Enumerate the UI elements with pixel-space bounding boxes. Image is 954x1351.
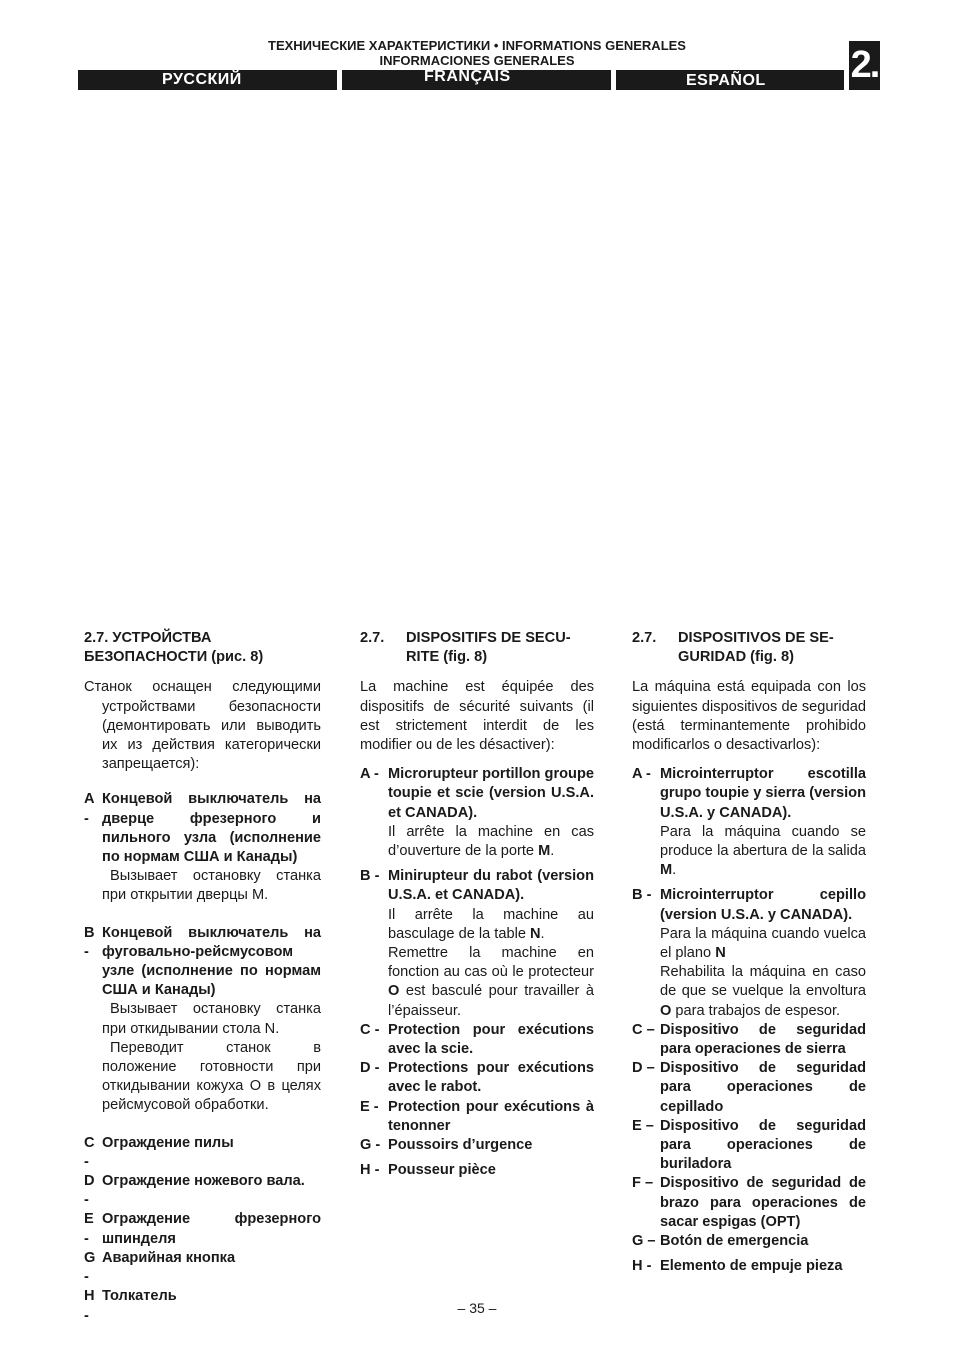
item-title: Microinterruptor cepillo (version U.S.A. y CANADA). (660, 887, 866, 923)
item-key: D - (360, 1060, 380, 1077)
item-title: Аварийная кнопка (102, 1249, 236, 1266)
item-key: B - (632, 887, 652, 904)
list-item-d (360, 1059, 594, 1097)
item-title: Ограждение ножевого вала. (102, 1173, 305, 1190)
item-title: Ограждение фрезерного шпинделя (102, 1211, 321, 1247)
item-description: Rehabilita la máquina en caso de que se vuelque la envoltura O para trabajos de espesor. (660, 964, 866, 1019)
lang-bar-russian (78, 70, 337, 90)
item-key: B - (360, 868, 380, 885)
item-title: Dispositivo de seguridad para operaciones de buriladora (660, 1117, 866, 1173)
item-title: Pousseur pièce (388, 1162, 496, 1179)
ref-letter: N (530, 925, 541, 942)
section-title: DISPOSITIVOS DE SE-GURIDAD (fig. 8) (678, 630, 834, 666)
ref-letter: O (388, 983, 400, 1000)
item-key: C - (84, 1134, 95, 1170)
list-item-c (632, 1021, 866, 1059)
column-russian (84, 629, 321, 1326)
item-key: A - (632, 766, 651, 783)
list-item-c (360, 1021, 594, 1059)
ref-letter: M (538, 843, 551, 860)
item-title: Толкатель (102, 1288, 177, 1305)
list-item-h (360, 1161, 594, 1180)
page-number: – 35 – (457, 1300, 497, 1316)
lang-label-spanish: ESPAÑOL (686, 72, 766, 89)
list-item-g (632, 1232, 866, 1251)
section-title: DISPOSITIFS DE SECU-RITE (fig. 8) (406, 630, 571, 666)
item-description: Remettre la machine en fonction au cas où le protecteur O est basculé pour travailler à l’épaisseur. (388, 945, 594, 1019)
list-item-e (632, 1117, 866, 1175)
list-item-b (360, 867, 594, 1021)
item-title: Концевой выключатель на дверце фрезерного и пильного узла (исполнение по нормам США и Канады) (102, 791, 321, 866)
item-title: Dispositivo de seguridad para operaciones de sierra (660, 1021, 866, 1058)
item-description: Para la máquina cuando se produce la abertura de la salida M. (660, 823, 866, 879)
item-key: C - (360, 1021, 380, 1038)
lang-label-french: FRANÇAIS (424, 68, 511, 85)
item-title: Protection pour exécutions avec la scie. (388, 1021, 594, 1058)
item-title: Elemento de empuje pieza (660, 1258, 843, 1275)
item-description: Para la máquina cuando vuelca el plano N (660, 925, 866, 962)
item-description: Il arrête la machine en cas d’ouverture de la porte M. (388, 823, 594, 860)
item-key: C – (632, 1021, 655, 1038)
column-french (360, 629, 594, 1180)
list-item-g (84, 1249, 321, 1287)
section-number: 2.7. (632, 630, 657, 646)
list-item-h (632, 1257, 866, 1276)
item-title: Ограждение пилы (102, 1134, 234, 1151)
item-title: Microinterruptor escotilla grupo toupie y sierra (version U.S.A. y CANADA). (660, 766, 866, 821)
item-description: Вызывает остановку станка при открытии дверцы М. (102, 868, 321, 904)
section-heading (84, 629, 321, 667)
item-title: Botón de emergencia (660, 1233, 809, 1250)
list-item-a (84, 790, 321, 905)
item-key: D – (632, 1060, 655, 1077)
item-title: Poussoirs d’urgence (388, 1137, 533, 1154)
list-item-b (84, 924, 321, 1116)
section-heading-line2: БЕЗОПАСНОСТИ (рис. 8) (84, 649, 264, 666)
lang-bar-french (342, 70, 611, 90)
item-title: Minirupteur du rabot (version U.S.A. et CANADA). (388, 868, 594, 904)
section-heading-line1: 2.7. УСТРОЙСТВА (84, 630, 212, 646)
item-key: E - (360, 1098, 379, 1115)
item-title: Концевой выключатель на фуговально-рейсмусовом узле (исполнение по нормам США и Канады) (102, 924, 321, 999)
list-item-g (360, 1136, 594, 1155)
item-description: Вызывает остановку станка при откидывании стола N. (102, 1001, 321, 1037)
ref-letter: N (715, 945, 726, 962)
item-title: Protections pour exécutions avec le rabot. (388, 1060, 594, 1096)
intro-paragraph: Станок оснащен следующими устройствами безопасности (демонтировать или выводить их из действия категорически запрещается): (84, 679, 321, 773)
list-item-b (632, 886, 866, 1020)
list-item-e (84, 1210, 321, 1248)
item-key: F – (632, 1175, 654, 1192)
intro-paragraph: La máquina está equipada con los siguientes dispositivos de seguridad (está terminantemente prohibido modificarlos o desactivarlos): (632, 679, 866, 754)
item-key: A - (84, 791, 94, 827)
item-key: H - (360, 1162, 380, 1179)
item-description: Переводит станок в положение готовности при откидывании кожуха O в целях рейсмусовой обработки. (102, 1039, 321, 1114)
intro-paragraph: La machine est équipée des dispositifs de sécurité suivants (il est strictement interdit de les modifier ou de les désactiver): (360, 679, 594, 754)
section-heading (360, 629, 594, 667)
item-key: B - (84, 924, 95, 960)
ref-letter: M (660, 862, 673, 879)
item-key: E – (632, 1117, 654, 1134)
item-description: Il arrête la machine au basculage de la table N. (388, 906, 594, 942)
item-key: G - (84, 1249, 96, 1286)
chapter-marker: 2. (849, 41, 880, 90)
header-title-line2: INFORMACIONES GENERALES (379, 53, 575, 68)
section-number: 2.7. (360, 630, 385, 646)
list-item-f (632, 1174, 866, 1232)
list-item-d (84, 1172, 321, 1210)
list-item-c (84, 1134, 321, 1172)
column-spanish (632, 629, 866, 1277)
item-title: Protection pour exécutions à tenonner (388, 1098, 594, 1134)
list-item-e (360, 1098, 594, 1136)
lang-bar-spanish (616, 70, 844, 90)
lang-label-russian: РУССКИЙ (162, 71, 242, 88)
item-title: Dispositivo de seguridad para operaciones de cepillado (660, 1060, 866, 1115)
item-key: A - (360, 766, 379, 783)
item-key: H - (632, 1258, 652, 1275)
item-key: E - (84, 1211, 94, 1247)
header-title-line1: ТЕХНИЧЕСКИЕ ХАРАКТЕРИСТИКИ • INFORMATIONS GENERALES (268, 38, 686, 53)
item-title: Microrupteur portillon groupe toupie et scie (version U.S.A. et CANADA). (388, 766, 594, 821)
list-item-a (632, 765, 866, 880)
list-item-d (632, 1059, 866, 1117)
item-key: D - (84, 1173, 95, 1209)
section-heading (632, 629, 866, 667)
list-item-a (360, 765, 594, 861)
ref-letter: O (660, 1002, 672, 1019)
item-key: G – (632, 1233, 656, 1250)
item-title: Dispositivo de seguridad de brazo para operaciones de sacar espigas (OPT) (660, 1175, 866, 1230)
item-key: H - (84, 1288, 95, 1324)
item-key: G - (360, 1137, 381, 1154)
